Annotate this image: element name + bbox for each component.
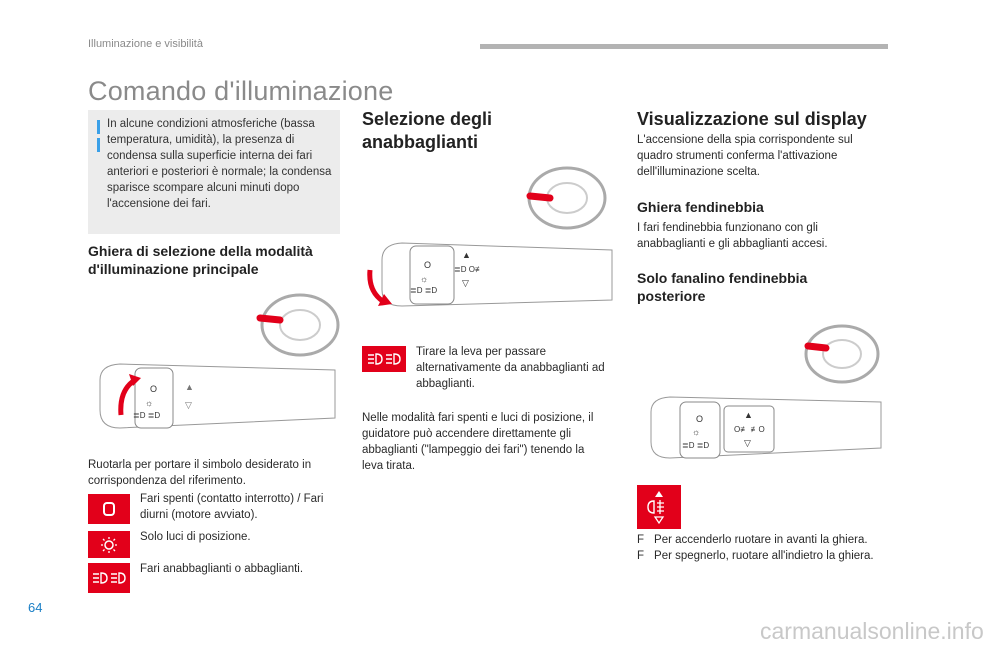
item-text: Solo luci di posizione. [140,531,251,543]
svg-text:▽: ▽ [462,278,469,288]
rear-foglamp-stalk-illustration [646,322,886,472]
svg-text:≣D ≣D: ≣D ≣D [133,411,161,420]
note-marker [97,120,100,134]
col3-intro: L'accensione della spia corrispondente sul quadro strumenti conferma l'attivazione dell'illuminazione scelta. [637,134,853,178]
section-header: Illuminazione e visibilità [88,38,203,50]
rear-foglamp-icon [637,485,681,529]
bullet-text: Per spegnerlo, ruotare all'indietro la ghiera. [654,550,874,562]
col3-sub1-text: I fari fendinebbia funzionano con gli anabbaglianti e gli abbaglianti accesi. [637,222,828,250]
svg-text:≣D O≢: ≣D O≢ [454,265,483,274]
svg-text:☼: ☼ [420,274,429,284]
svg-text:O: O [424,260,432,270]
col3-heading: Visualizzazione sul display [637,109,867,129]
watermark: carmanualsonline.info [760,618,984,644]
svg-text:≣D ≣D: ≣D ≣D [410,286,438,295]
item-text: Fari spenti (contatto interrotto) / Fari diurni (motore avviato). [140,493,324,521]
svg-text:▽: ▽ [185,400,192,410]
off-icon [88,494,130,524]
note-box [88,110,340,234]
note-text: In alcune condizioni atmosferiche (bassa temperatura, umidità), la presenza di condensa sulla superficie interna dei fari anteriori e posteriori è normale; la condensa sparisce scompare alcuni minuti dopo l'accensione dei fari. [107,118,332,210]
col3-subheading: Ghiera fendinebbia [637,199,764,215]
low-high-beam-icon [362,346,406,372]
light-stalk-illustration [95,290,345,440]
item-text: Fari anabbaglianti o abbaglianti. [140,563,304,575]
header-bar [480,44,888,49]
note-marker [97,138,100,152]
bullet-text: Per accenderlo ruotare in avanti la ghiera. [654,534,868,546]
col1-intro: Ruotarla per portare il simbolo desiderato in corrispondenza del riferimento. [88,459,312,487]
list-item [637,548,897,564]
low-high-beam-icon [88,563,130,593]
svg-text:O: O [696,414,704,424]
svg-text:O≢ ≢O: O≢ ≢O [734,425,765,434]
svg-text:▲: ▲ [185,382,194,392]
dipped-beam-stalk-illustration [362,160,622,310]
svg-text:O: O [150,384,158,394]
col2-paragraph: Nelle modalità fari spenti e luci di posizione, il guidatore può accendere direttamente gli abbaglianti ("lampeggio dei fari") tenendo la leva tirata. [362,412,594,472]
list-item [637,532,897,548]
svg-text:≣D ≣D: ≣D ≣D [682,441,710,450]
col1-heading: Ghiera di selezione della modalità d'illuminazione principale [88,243,313,277]
col2-heading: Selezione degli anabbaglianti [362,109,493,152]
svg-text:▲: ▲ [462,250,471,260]
svg-text:▽: ▽ [744,438,751,448]
bullet-marker: F [637,550,645,562]
svg-text:☼: ☼ [692,427,701,437]
page-title: Comando d'illuminazione [88,76,394,106]
svg-text:☼: ☼ [145,398,154,408]
svg-text:▲: ▲ [744,410,753,420]
position-lights-icon [88,531,130,558]
col3-subheading: Solo fanalino fendinebbia posteriore [637,270,808,304]
item-text: Tirare la leva per passare alternativamente da anabbaglianti ad abbaglianti. [416,346,605,390]
bullet-list [637,532,897,564]
bullet-marker: F [637,534,645,546]
page-number: 64 [28,600,43,615]
